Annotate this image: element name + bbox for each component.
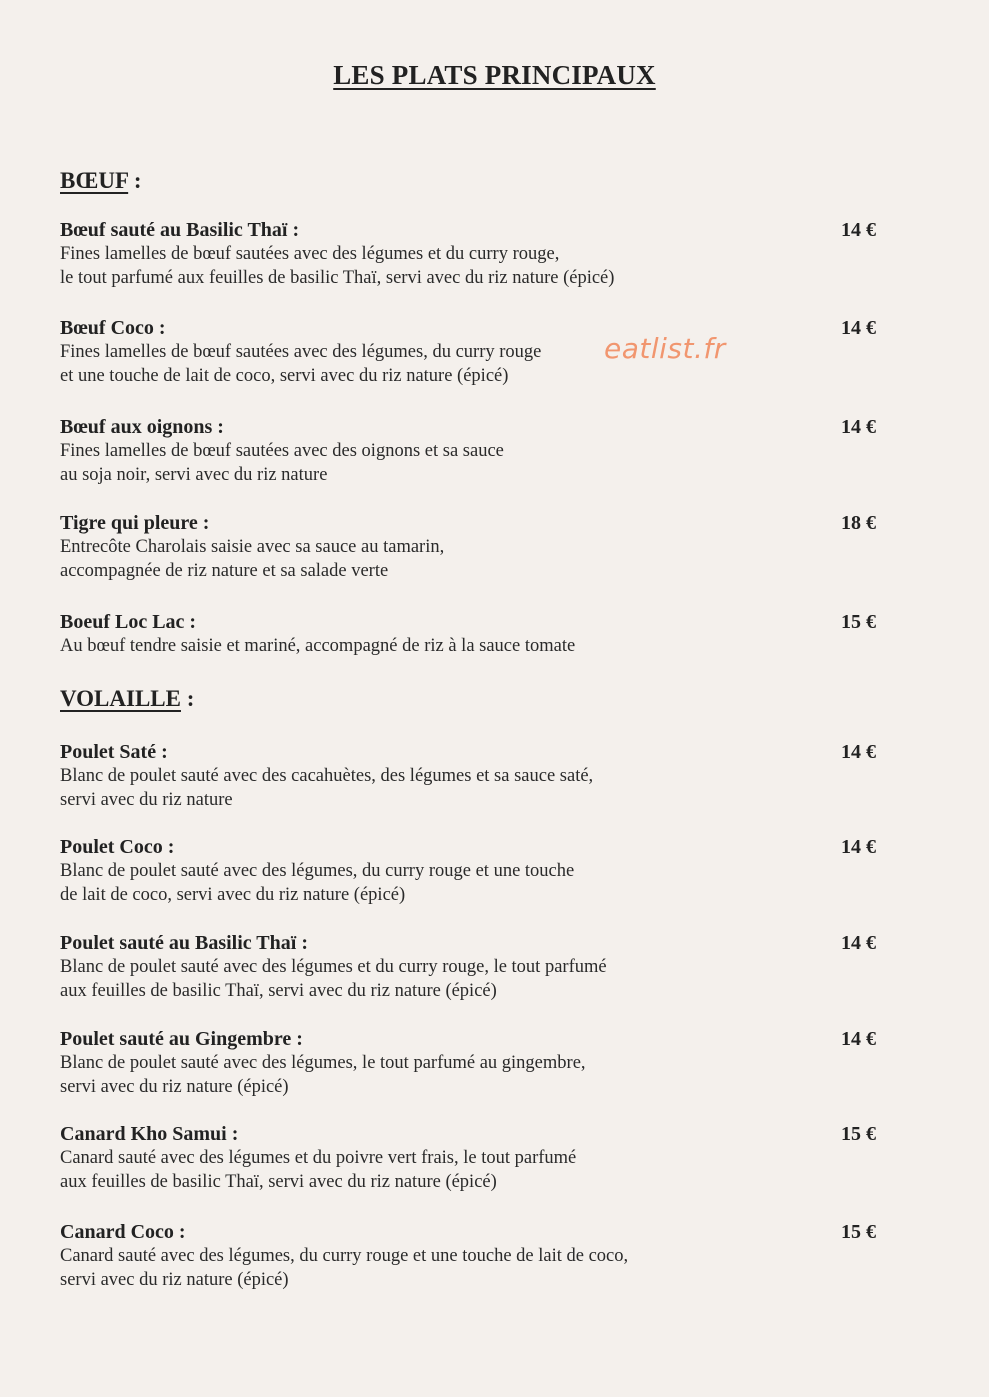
dish-description-line: servi avec du riz nature (épicé) — [60, 1077, 289, 1097]
dish-price: 14 € — [841, 416, 876, 438]
dish-price: 14 € — [841, 1028, 876, 1050]
dish-name: Tigre qui pleure : — [60, 512, 210, 534]
dish-price: 14 € — [841, 317, 876, 339]
menu-item — [60, 415, 890, 487]
dish-name: Canard Coco : — [60, 1221, 186, 1243]
dish-name: Canard Kho Samui : — [60, 1123, 239, 1145]
dish-description-line: Blanc de poulet sauté avec des cacahuètes, des légumes et sa sauce saté, — [60, 766, 594, 786]
dish-description-line: Blanc de poulet sauté avec des légumes et du curry rouge, le tout parfumé — [60, 957, 607, 977]
section-heading-text: BŒUF — [60, 168, 129, 193]
dish-price: 15 € — [841, 1123, 876, 1145]
menu-item — [60, 931, 890, 1003]
dish-name: Poulet Coco : — [60, 836, 175, 858]
section-heading-text: VOLAILLE — [60, 686, 181, 711]
menu-item — [60, 511, 890, 583]
dish-description-line: de lait de coco, servi avec du riz nature (épicé) — [60, 885, 406, 905]
dish-description-line: Fines lamelles de bœuf sautées avec des oignons et sa sauce — [60, 441, 504, 461]
menu-item — [60, 1220, 890, 1292]
watermark: eatlist.fr — [604, 332, 726, 365]
dish-name: Boeuf Loc Lac : — [60, 611, 197, 633]
dish-name: Bœuf sauté au Basilic Thaï : — [60, 219, 300, 241]
dish-name: Bœuf Coco : — [60, 317, 166, 339]
dish-description-line: servi avec du riz nature (épicé) — [60, 1270, 289, 1290]
dish-description-line: Fines lamelles de bœuf sautées avec des légumes, du curry rouge — [60, 342, 542, 362]
dish-description-line: Entrecôte Charolais saisie avec sa sauce au tamarin, — [60, 537, 445, 557]
dish-description-line: Blanc de poulet sauté avec des légumes, du curry rouge et une touche — [60, 861, 575, 881]
dish-price: 14 € — [841, 219, 876, 241]
dish-name: Poulet sauté au Gingembre : — [60, 1028, 303, 1050]
dish-price: 14 € — [841, 741, 876, 763]
dish-description-line: accompagnée de riz nature et sa salade verte — [60, 561, 389, 581]
menu-item — [60, 610, 890, 658]
dish-name: Poulet Saté : — [60, 741, 168, 763]
dish-description-line: Au bœuf tendre saisie et mariné, accompagné de riz à la sauce tomate — [60, 636, 576, 656]
dish-price: 15 € — [841, 611, 876, 633]
dish-price: 14 € — [841, 836, 876, 858]
menu-item — [60, 218, 890, 290]
dish-name: Bœuf aux oignons : — [60, 416, 224, 438]
section-heading-colon: : — [133, 168, 142, 193]
dish-description-line: Blanc de poulet sauté avec des légumes, le tout parfumé au gingembre, — [60, 1053, 586, 1073]
section-heading-volaille — [60, 686, 194, 712]
section-heading-colon: : — [186, 686, 195, 711]
menu-item — [60, 740, 890, 812]
dish-description-line: aux feuilles de basilic Thaï, servi avec du riz nature (épicé) — [60, 981, 497, 1001]
menu-item — [60, 316, 890, 388]
dish-description-line: servi avec du riz nature — [60, 790, 233, 810]
dish-name: Poulet sauté au Basilic Thaï : — [60, 932, 308, 954]
menu-item — [60, 835, 890, 907]
dish-description-line: le tout parfumé aux feuilles de basilic Thaï, servi avec du riz nature (épicé) — [60, 268, 615, 288]
dish-description-line: Fines lamelles de bœuf sautées avec des légumes et du curry rouge, — [60, 244, 560, 264]
dish-price: 15 € — [841, 1221, 876, 1243]
dish-price: 18 € — [841, 512, 876, 534]
dish-description-line: Canard sauté avec des légumes et du poivre vert frais, le tout parfumé — [60, 1148, 577, 1168]
dish-description-line: aux feuilles de basilic Thaï, servi avec du riz nature (épicé) — [60, 1172, 497, 1192]
dish-price: 14 € — [841, 932, 876, 954]
menu-item — [60, 1122, 890, 1194]
dish-description-line: au soja noir, servi avec du riz nature — [60, 465, 328, 485]
dish-description-line: Canard sauté avec des légumes, du curry rouge et une touche de lait de coco, — [60, 1246, 629, 1266]
dish-description-line: et une touche de lait de coco, servi avec du riz nature (épicé) — [60, 366, 509, 386]
section-heading-boeuf — [60, 168, 142, 194]
menu-item — [60, 1027, 890, 1099]
page-title: LES PLATS PRINCIPAUX — [333, 60, 656, 90]
